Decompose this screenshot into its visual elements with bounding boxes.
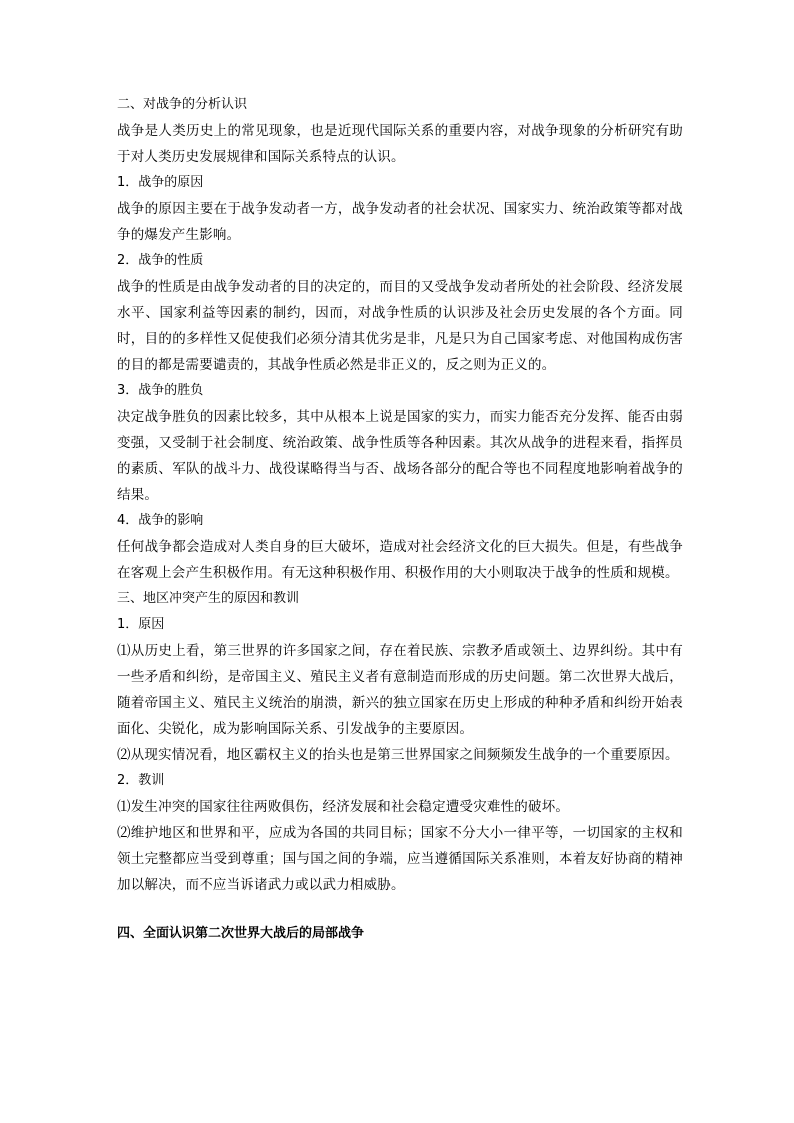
conflict-lesson-1: ⑴发生冲突的国家往往两败俱伤，经济发展和社会稳定遭受灾难性的破坏。 [117,799,570,815]
section-2-title: 二、对战争的分析认识 [117,97,248,112]
conflict-reason-1: ⑴从历史上看，第三世界的许多国家之间，存在着民族、宗教矛盾或领土、边界纠纷。其中有一些矛盾和纠纷，是帝国主义、殖民主义者有意制造而形成的历史问题。第二次世界大战后，随着帝国主义、殖民主义统治的崩溃，新兴的独立国家在历史上形成的种种矛盾和纠纷开始表面化、尖锐化，成为影响国际关系、引发战争的主要原因。 [117,643,683,737]
war-nature-heading: 2．战争的性质 [117,253,204,268]
war-outcome-heading: 3．战争的胜负 [117,383,204,398]
war-nature-text: 战争的性质是由战争发动者的目的决定的，而目的又受战争发动者所处的社会阶段、经济发展水平、国家利益等因素的制约，因而，对战争性质的认识涉及社会历史发展的各个方面。同时，目的的多样性又促使我们必须分清其优劣是非，凡是只为自己国家考虑、对他国构成伤害的目的都是需要谴责的，其战争性质必然是非正义的，反之则为正义的。 [117,279,683,373]
section-4-title: 四、全面认识第二次世界大战后的局部战争 [117,926,365,941]
section-3-title: 三、地区冲突产生的原因和教训 [117,591,300,606]
conflict-reasons-heading: 1．原因 [117,617,165,632]
war-impact-heading: 4．战争的影响 [117,513,204,528]
document-body [117,92,683,947]
war-outcome-text: 决定战争胜负的因素比较多，其中从根本上说是国家的实力，而实力能否充分发挥、能否由弱变强，又受制于社会制度、统治政策、战争性质等各种因素。其次从战争的进程来看，指挥员的素质、军队的战斗力、战役谋略得当与否、战场各部分的配合等也不同程度地影响着战争的结果。 [117,409,683,503]
war-causes-heading: 1．战争的原因 [117,175,204,190]
section-spacer [117,898,683,921]
conflict-reason-2: ⑵从现实情况看，地区霸权主义的抬头也是第三世界国家之间频频发生战争的一个重要原因。 [117,747,679,763]
conflict-lessons-heading: 2．教训 [117,773,165,788]
conflict-lesson-2: ⑵维护地区和世界和平，应成为各国的共同目标；国家不分大小一律平等，一切国家的主权和领土完整都应当受到尊重；国与国之间的争端，应当遵循国际关系准则，本着友好协商的精神加以解决，而不应当诉诸武力或以武力相威胁。 [117,825,683,893]
section-2-intro: 战争是人类历史上的常见现象，也是近现代国际关系的重要内容，对战争现象的分析研究有助于对人类历史发展规律和国际关系特点的认识。 [117,123,683,165]
war-causes-text: 战争的原因主要在于战争发动者一方，战争发动者的社会状况、国家实力、统治政策等都对战争的爆发产生影响。 [117,201,683,243]
war-impact-text: 任何战争都会造成对人类自身的巨大破坏，造成对社会经济文化的巨大损失。但是，有些战争在客观上会产生积极作用。有无这种积极作用、积极作用的大小则取决于战争的性质和规模。 [117,539,683,581]
